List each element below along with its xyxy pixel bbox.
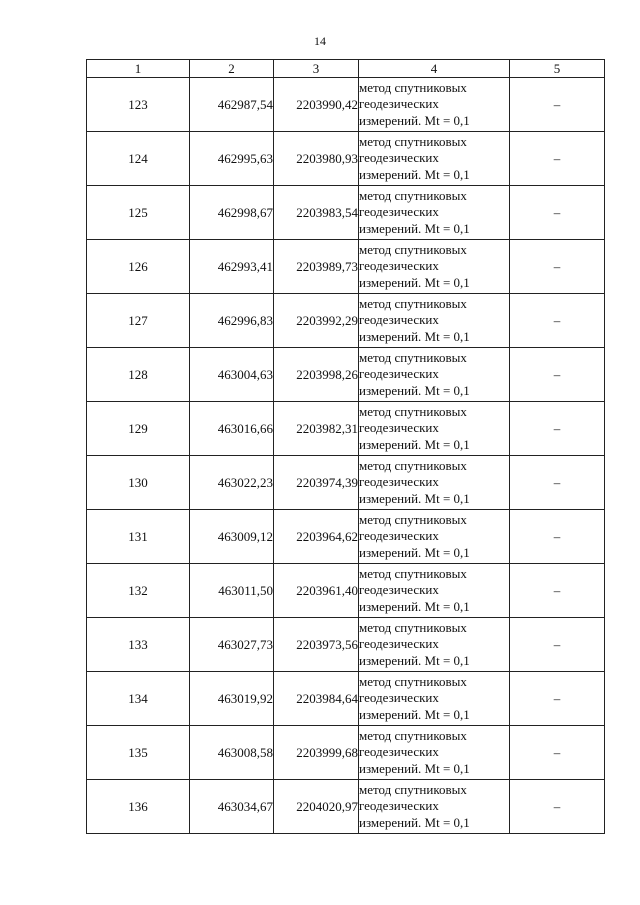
coord-y: 2203983,54	[274, 186, 359, 240]
table-body	[87, 78, 605, 834]
table-row	[87, 240, 605, 294]
method-line-2: геодезических	[359, 258, 439, 274]
note-dash: –	[510, 672, 605, 726]
note-dash: –	[510, 294, 605, 348]
point-number: 132	[87, 564, 190, 618]
table-row	[87, 780, 605, 834]
method-line-2: геодезических	[359, 312, 439, 328]
coord-x: 463027,73	[190, 618, 274, 672]
coord-x: 463016,66	[190, 402, 274, 456]
table-row	[87, 186, 605, 240]
coord-x: 463004,63	[190, 348, 274, 402]
table-row	[87, 456, 605, 510]
coord-x: 463019,92	[190, 672, 274, 726]
method-line-2: геодезических	[359, 420, 439, 436]
method-line-1: метод спутниковых	[359, 241, 467, 257]
method-line-3: измерений. Mt = 0,1	[359, 760, 470, 776]
method-line-1: метод спутниковых	[359, 619, 467, 635]
coord-y: 2203980,93	[274, 132, 359, 186]
method-line-3: измерений. Mt = 0,1	[359, 706, 470, 722]
method-line-3: измерений. Mt = 0,1	[359, 436, 470, 452]
method-line-2: геодезических	[359, 636, 439, 652]
method-cell	[359, 402, 510, 456]
method-line-1: метод спутниковых	[359, 349, 467, 365]
method-cell	[359, 510, 510, 564]
method-line-2: геодезических	[359, 528, 439, 544]
header-col-1: 1	[87, 60, 190, 78]
note-dash: –	[510, 78, 605, 132]
coordinates-table	[86, 59, 605, 834]
table-row	[87, 618, 605, 672]
method-cell	[359, 726, 510, 780]
note-dash: –	[510, 726, 605, 780]
method-line-2: геодезических	[359, 744, 439, 760]
coord-y: 2203990,42	[274, 78, 359, 132]
method-cell	[359, 132, 510, 186]
method-line-3: измерений. Mt = 0,1	[359, 544, 470, 560]
note-dash: –	[510, 132, 605, 186]
method-line-1: метод спутниковых	[359, 727, 467, 743]
coord-x: 463008,58	[190, 726, 274, 780]
header-row	[87, 60, 605, 78]
note-dash: –	[510, 780, 605, 834]
table-row	[87, 294, 605, 348]
coord-y: 2203984,64	[274, 672, 359, 726]
coord-x: 462996,83	[190, 294, 274, 348]
method-cell	[359, 240, 510, 294]
note-dash: –	[510, 240, 605, 294]
method-line-3: измерений. Mt = 0,1	[359, 598, 470, 614]
method-line-3: измерений. Mt = 0,1	[359, 814, 470, 830]
note-dash: –	[510, 348, 605, 402]
point-number: 129	[87, 402, 190, 456]
coord-x: 462993,41	[190, 240, 274, 294]
method-line-1: метод спутниковых	[359, 295, 467, 311]
method-line-1: метод спутниковых	[359, 457, 467, 473]
note-dash: –	[510, 510, 605, 564]
point-number: 126	[87, 240, 190, 294]
method-line-2: геодезических	[359, 690, 439, 706]
method-cell	[359, 186, 510, 240]
table-row	[87, 726, 605, 780]
method-line-1: метод спутниковых	[359, 187, 467, 203]
coord-y: 2203961,40	[274, 564, 359, 618]
note-dash: –	[510, 564, 605, 618]
coord-y: 2203974,39	[274, 456, 359, 510]
point-number: 135	[87, 726, 190, 780]
method-cell	[359, 348, 510, 402]
table-row	[87, 564, 605, 618]
table-row	[87, 348, 605, 402]
coord-y: 2203982,31	[274, 402, 359, 456]
coord-y: 2203989,73	[274, 240, 359, 294]
method-line-2: геодезических	[359, 798, 439, 814]
coord-x: 463034,67	[190, 780, 274, 834]
coord-x: 463009,12	[190, 510, 274, 564]
note-dash: –	[510, 618, 605, 672]
note-dash: –	[510, 186, 605, 240]
note-dash: –	[510, 402, 605, 456]
point-number: 123	[87, 78, 190, 132]
note-dash: –	[510, 456, 605, 510]
point-number: 128	[87, 348, 190, 402]
method-cell	[359, 456, 510, 510]
method-line-1: метод спутниковых	[359, 673, 467, 689]
header-col-4: 4	[359, 60, 510, 78]
coord-y: 2204020,97	[274, 780, 359, 834]
method-line-1: метод спутниковых	[359, 133, 467, 149]
method-line-3: измерений. Mt = 0,1	[359, 220, 470, 236]
point-number: 131	[87, 510, 190, 564]
coord-y: 2203973,56	[274, 618, 359, 672]
method-cell	[359, 294, 510, 348]
method-line-3: измерений. Mt = 0,1	[359, 112, 470, 128]
point-number: 125	[87, 186, 190, 240]
method-line-3: измерений. Mt = 0,1	[359, 166, 470, 182]
header-col-2: 2	[190, 60, 274, 78]
table-row	[87, 78, 605, 132]
method-line-3: измерений. Mt = 0,1	[359, 490, 470, 506]
table-row	[87, 402, 605, 456]
method-line-1: метод спутниковых	[359, 781, 467, 797]
page-number: 14	[314, 34, 326, 48]
table-row	[87, 132, 605, 186]
coord-x: 462987,54	[190, 78, 274, 132]
table-row	[87, 672, 605, 726]
method-line-1: метод спутниковых	[359, 565, 467, 581]
method-line-2: геодезических	[359, 96, 439, 112]
method-line-1: метод спутниковых	[359, 511, 467, 527]
header-col-3: 3	[274, 60, 359, 78]
method-line-2: геодезических	[359, 582, 439, 598]
table-row	[87, 510, 605, 564]
point-number: 133	[87, 618, 190, 672]
point-number: 136	[87, 780, 190, 834]
method-cell	[359, 78, 510, 132]
point-number: 124	[87, 132, 190, 186]
method-cell	[359, 618, 510, 672]
method-line-3: измерений. Mt = 0,1	[359, 274, 470, 290]
method-cell	[359, 564, 510, 618]
method-cell	[359, 780, 510, 834]
method-line-2: геодезических	[359, 474, 439, 490]
method-line-2: геодезических	[359, 204, 439, 220]
method-line-2: геодезических	[359, 150, 439, 166]
method-line-3: измерений. Mt = 0,1	[359, 652, 470, 668]
method-line-1: метод спутниковых	[359, 403, 467, 419]
method-cell	[359, 672, 510, 726]
coord-x: 462998,67	[190, 186, 274, 240]
coord-y: 2203999,68	[274, 726, 359, 780]
method-line-3: измерений. Mt = 0,1	[359, 382, 470, 398]
coord-x: 463022,23	[190, 456, 274, 510]
method-line-2: геодезических	[359, 366, 439, 382]
coord-y: 2203992,29	[274, 294, 359, 348]
point-number: 127	[87, 294, 190, 348]
coord-x: 462995,63	[190, 132, 274, 186]
method-line-3: измерений. Mt = 0,1	[359, 328, 470, 344]
header-col-5: 5	[510, 60, 605, 78]
coord-y: 2203964,62	[274, 510, 359, 564]
point-number: 130	[87, 456, 190, 510]
method-line-1: метод спутниковых	[359, 79, 467, 95]
coord-y: 2203998,26	[274, 348, 359, 402]
coord-x: 463011,50	[190, 564, 274, 618]
point-number: 134	[87, 672, 190, 726]
